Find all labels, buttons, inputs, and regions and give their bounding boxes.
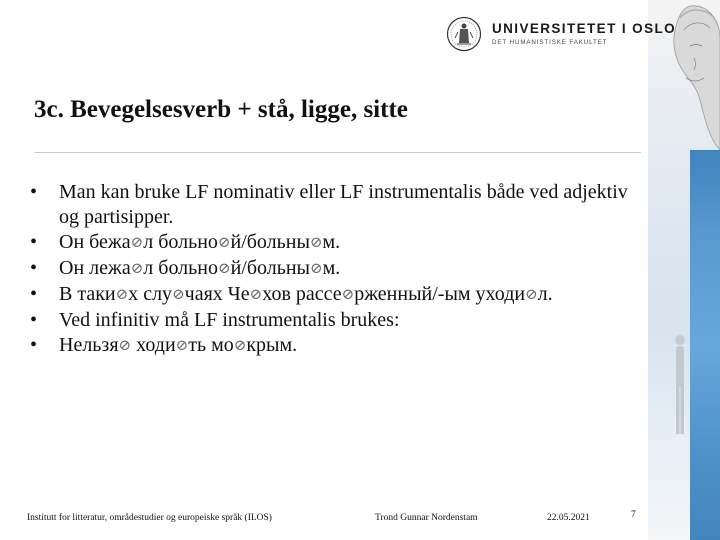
stress-mark-icon: ⊘ <box>217 261 231 277</box>
stress-mark-icon: ⊘ <box>249 287 263 303</box>
stress-mark-icon: ⊘ <box>309 261 323 277</box>
bullet-item <box>30 230 640 256</box>
bullet-text: чаях Че <box>184 283 250 305</box>
bullet-text: Он лежа <box>59 257 131 279</box>
bullet-text: м. <box>322 257 341 279</box>
bullet-text: л. <box>537 283 553 305</box>
bullet-text: Ved infinitiv må LF instrumentalis brukes: <box>59 309 400 331</box>
stress-mark-icon: ⊘ <box>525 287 538 303</box>
stress-mark-icon: ⊘ <box>233 338 247 354</box>
stress-mark-icon: ⊘ <box>118 338 132 354</box>
bullet-dot: • <box>30 257 38 279</box>
bullet-dot: • <box>30 231 38 253</box>
bullet-text: й/больны <box>230 257 310 279</box>
bullet-text: ть мо <box>188 334 234 356</box>
slide-title: 3c. Bevegelsesverb + stå, ligge, sitte <box>34 96 408 123</box>
bullet-text: л больно <box>143 231 218 253</box>
footer-page-number: 7 <box>631 510 636 520</box>
standing-figure-icon <box>670 330 690 440</box>
stress-mark-icon: ⊘ <box>130 261 144 277</box>
bullet-dot: • <box>30 334 38 356</box>
bullet-dot: • <box>30 309 38 331</box>
bullet-text: ходи <box>131 334 176 356</box>
bullet-text: В таки <box>59 283 116 305</box>
footer-date: 22.05.2021 <box>547 513 590 523</box>
bullet-text: й/больны <box>230 231 310 253</box>
stress-mark-icon: ⊘ <box>115 287 129 303</box>
logo-title: UNIVERSITETET I OSLO <box>492 20 677 36</box>
bullet-item <box>30 308 640 333</box>
bullet-text: Man kan bruke LF nominativ eller LF instrumentalis både ved adjektiv og partisipper. <box>59 181 628 228</box>
stress-mark-icon: ⊘ <box>341 287 355 303</box>
bullet-text: м. <box>322 231 341 253</box>
footer-author: Trond Gunnar Nordenstam <box>375 513 478 523</box>
bullet-dot: • <box>30 283 38 305</box>
stress-mark-icon: ⊘ <box>172 287 185 303</box>
bullet-item <box>30 282 640 308</box>
bullet-item <box>30 256 640 282</box>
bullet-text: Нельзя <box>59 334 119 356</box>
stress-mark-icon: ⊘ <box>217 235 231 251</box>
bullet-dot: • <box>30 181 38 203</box>
bullet-text: Он бежа <box>59 231 131 253</box>
bullet-list <box>30 180 640 359</box>
bullet-text: крым. <box>246 334 298 356</box>
bullet-text: х слу <box>128 283 173 305</box>
stress-mark-icon: ⊘ <box>175 338 189 354</box>
university-logo <box>446 14 676 54</box>
bullet-item <box>30 180 640 230</box>
bullet-text: л больно <box>143 257 218 279</box>
stress-mark-icon: ⊘ <box>309 235 323 251</box>
bullet-item <box>30 333 640 359</box>
university-seal-icon <box>446 16 482 52</box>
footer-institute: Institutt for litteratur, områdestudier og europeiske språk (ILOS) <box>27 513 272 523</box>
logo-subtitle: DET HUMANISTISKE FAKULTET <box>492 39 608 47</box>
title-divider <box>34 152 641 153</box>
stress-mark-icon: ⊘ <box>130 235 144 251</box>
bullet-text: хов рассе <box>262 283 342 305</box>
bullet-text: рженный/-ым уходи <box>354 283 526 305</box>
decorative-blue-band <box>690 150 720 540</box>
